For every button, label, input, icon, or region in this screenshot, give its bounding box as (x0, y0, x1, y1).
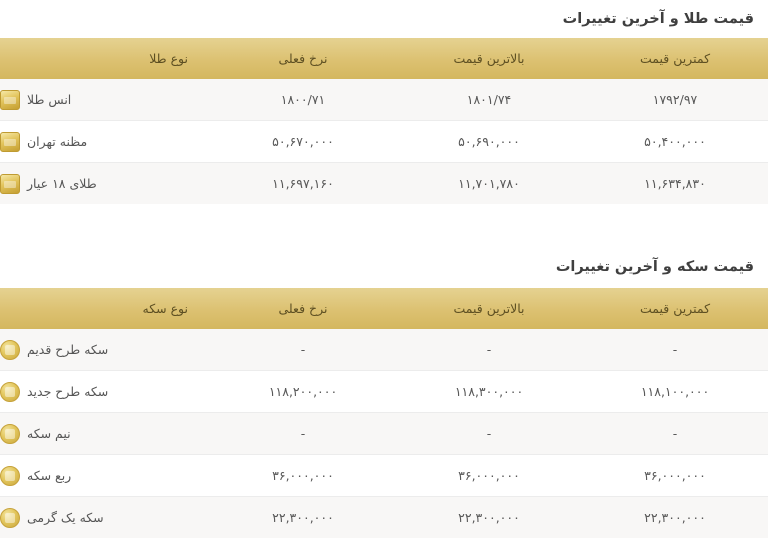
table-row[interactable] (0, 79, 768, 121)
table-row[interactable] (0, 371, 768, 413)
coin-row-2-lowest: - (582, 413, 768, 455)
table-row[interactable] (0, 497, 768, 539)
gold-row-1-lowest: ۵۰,۴۰۰,۰۰۰ (582, 121, 768, 163)
gold-row-0-lowest: ۱۷۹۲/۹۷ (582, 79, 768, 121)
gold-row-1-highest: ۵۰,۶۹۰,۰۰۰ (396, 121, 582, 163)
coin-col-current: نرخ فعلی (210, 288, 396, 329)
gold-col-name: نوع طلا (0, 38, 210, 79)
coin-row-0-highest: - (396, 329, 582, 371)
gold-price-table (0, 38, 768, 204)
coin-row-2-label: نیم سکه (27, 426, 71, 441)
coin-row-1-label: سکه طرح جدید (27, 384, 109, 399)
gold-col-highest: بالاترین قیمت (396, 38, 582, 79)
coin-row-0-current: - (210, 329, 396, 371)
section-divider (0, 204, 768, 228)
gold-bar-icon (0, 90, 20, 110)
gold-row-2-label: طلای ۱۸ عیار (27, 176, 97, 191)
gold-section-title: قیمت طلا و آخرین تغییرات (0, 0, 768, 38)
coin-icon (0, 508, 20, 528)
coin-row-0-lowest: - (582, 329, 768, 371)
table-row[interactable] (0, 329, 768, 371)
coin-icon (0, 382, 20, 402)
gold-row-0-current: ۱۸۰۰/۷۱ (210, 79, 396, 121)
gold-row-2-name-cell (0, 163, 210, 205)
coin-table-head (0, 288, 768, 329)
coin-row-4-highest: ۲۲,۳۰۰,۰۰۰ (396, 497, 582, 539)
coin-row-3-label: ربع سکه (27, 468, 72, 483)
coin-col-name: نوع سکه (0, 288, 210, 329)
coin-row-1-name-cell (0, 371, 210, 413)
coin-row-4-name-cell (0, 497, 210, 539)
gold-row-0-label: انس طلا (27, 92, 72, 107)
coin-icon (0, 424, 20, 444)
coin-row-3-lowest: ۳۶,۰۰۰,۰۰۰ (582, 455, 768, 497)
gold-row-0-highest: ۱۸۰۱/۷۴ (396, 79, 582, 121)
coin-row-1-highest: ۱۱۸,۳۰۰,۰۰۰ (396, 371, 582, 413)
coin-row-4-lowest: ۲۲,۳۰۰,۰۰۰ (582, 497, 768, 539)
coin-icon (0, 466, 20, 486)
coin-row-2-current: - (210, 413, 396, 455)
coin-row-0-label: سکه طرح قدیم (27, 342, 109, 357)
gold-row-2-current: ۱۱,۶۹۷,۱۶۰ (210, 163, 396, 205)
coin-section-title: قیمت سکه و آخرین تغییرات (0, 228, 768, 288)
coin-price-table (0, 288, 768, 538)
gold-price-section (0, 0, 768, 204)
gold-row-1-current: ۵۰,۶۷۰,۰۰۰ (210, 121, 396, 163)
coin-table-body (0, 329, 768, 538)
gold-row-1-label: مظنه تهران (27, 134, 88, 149)
coin-row-4-current: ۲۲,۳۰۰,۰۰۰ (210, 497, 396, 539)
coin-row-2-name-cell (0, 413, 210, 455)
coin-icon (0, 340, 20, 360)
coin-row-0-name-cell (0, 329, 210, 371)
gold-col-lowest: کمترین قیمت (582, 38, 768, 79)
gold-bar-icon (0, 132, 20, 152)
coin-price-section (0, 228, 768, 538)
coin-row-3-highest: ۳۶,۰۰۰,۰۰۰ (396, 455, 582, 497)
coin-row-3-name-cell (0, 455, 210, 497)
coin-row-1-current: ۱۱۸,۲۰۰,۰۰۰ (210, 371, 396, 413)
coin-col-lowest: کمترین قیمت (582, 288, 768, 329)
coin-row-3-current: ۳۶,۰۰۰,۰۰۰ (210, 455, 396, 497)
coin-row-2-highest: - (396, 413, 582, 455)
table-row[interactable] (0, 413, 768, 455)
table-row[interactable] (0, 163, 768, 205)
gold-table-body (0, 79, 768, 204)
table-row[interactable] (0, 455, 768, 497)
coin-row-4-label: سکه یک گرمی (27, 510, 104, 525)
coin-row-1-lowest: ۱۱۸,۱۰۰,۰۰۰ (582, 371, 768, 413)
gold-table-head (0, 38, 768, 79)
gold-bar-icon (0, 174, 20, 194)
coin-header-row (0, 288, 768, 329)
gold-row-1-name-cell (0, 121, 210, 163)
gold-col-current: نرخ فعلی (210, 38, 396, 79)
gold-row-2-lowest: ۱۱,۶۳۴,۸۳۰ (582, 163, 768, 205)
gold-row-2-highest: ۱۱,۷۰۱,۷۸۰ (396, 163, 582, 205)
gold-header-row (0, 38, 768, 79)
table-row[interactable] (0, 121, 768, 163)
coin-col-highest: بالاترین قیمت (396, 288, 582, 329)
gold-row-0-name-cell (0, 79, 210, 121)
